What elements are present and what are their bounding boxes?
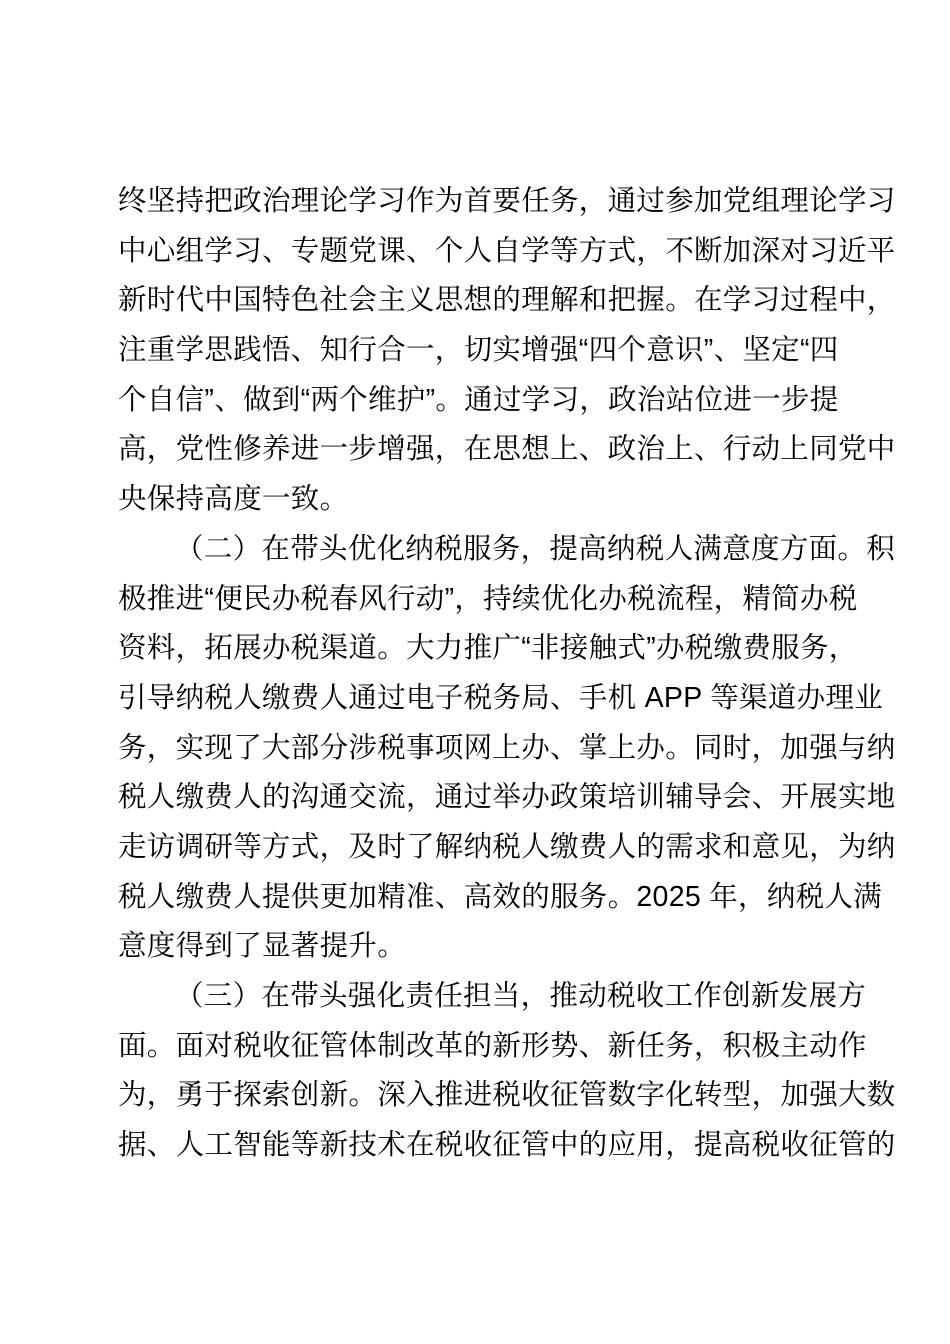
text-line: 面。面对税收征管体制改革的新形势、新任务，积极主动作	[118, 1029, 867, 1062]
text-line: （三）在带头强化责任担当，推动税收工作创新发展方	[175, 980, 867, 1012]
text-line: （二）在带头优化纳税服务，提高纳税人满意度方面。积	[175, 532, 896, 565]
text-line: 极推进“便民办税春风行动”，持续优化办税流程，精简办税	[118, 582, 858, 615]
document-body	[118, 177, 896, 1171]
text-line: 税人缴费人提供更加精准、高效的服务。2025 年，纳税人满	[118, 880, 883, 913]
text-line: 据、人工智能等新技术在税收征管中的应用，提高税收征管的	[118, 1129, 896, 1162]
text-line: 中心组学习、专题党课、个人自学等方式，不断加深对习近平	[118, 234, 896, 267]
text-line: 央保持高度一致。	[118, 483, 349, 516]
text-line: 引导纳税人缴费人通过电子税务局、手机 APP 等渠道办理业	[118, 681, 884, 714]
text-line: 个自信”、做到“两个维护”。通过学习，政治站位进一步提	[118, 383, 839, 416]
text-line: 务，实现了大部分涉税事项网上办、掌上办。同时，加强与纳	[118, 731, 896, 764]
text-line: 注重学思践悟、知行合一，切实增强“四个意识”、坚定“四	[118, 334, 839, 367]
text-line: 高，党性修养进一步增强，在思想上、政治上、行动上同党中	[118, 433, 896, 466]
paragraph	[118, 972, 896, 1171]
paragraph	[118, 177, 896, 525]
paragraph	[118, 525, 896, 972]
text-line: 税人缴费人的沟通交流，通过举办政策培训辅导会、开展实地	[118, 781, 896, 814]
text-line: 为，勇于探索创新。深入推进税收征管数字化转型，加强大数	[118, 1079, 896, 1112]
text-line: 资料，拓展办税渠道。大力推广“非接触式”办税缴费服务，	[118, 632, 858, 665]
text-line: 意度得到了显著提升。	[118, 930, 407, 963]
text-line: 走访调研等方式，及时了解纳税人缴费人的需求和意见，为纳	[118, 830, 896, 863]
text-line: 终坚持把政治理论学习作为首要任务，通过参加党组理论学习	[118, 185, 896, 217]
text-line: 新时代中国特色社会主义思想的理解和把握。在学习过程中，	[118, 284, 896, 317]
